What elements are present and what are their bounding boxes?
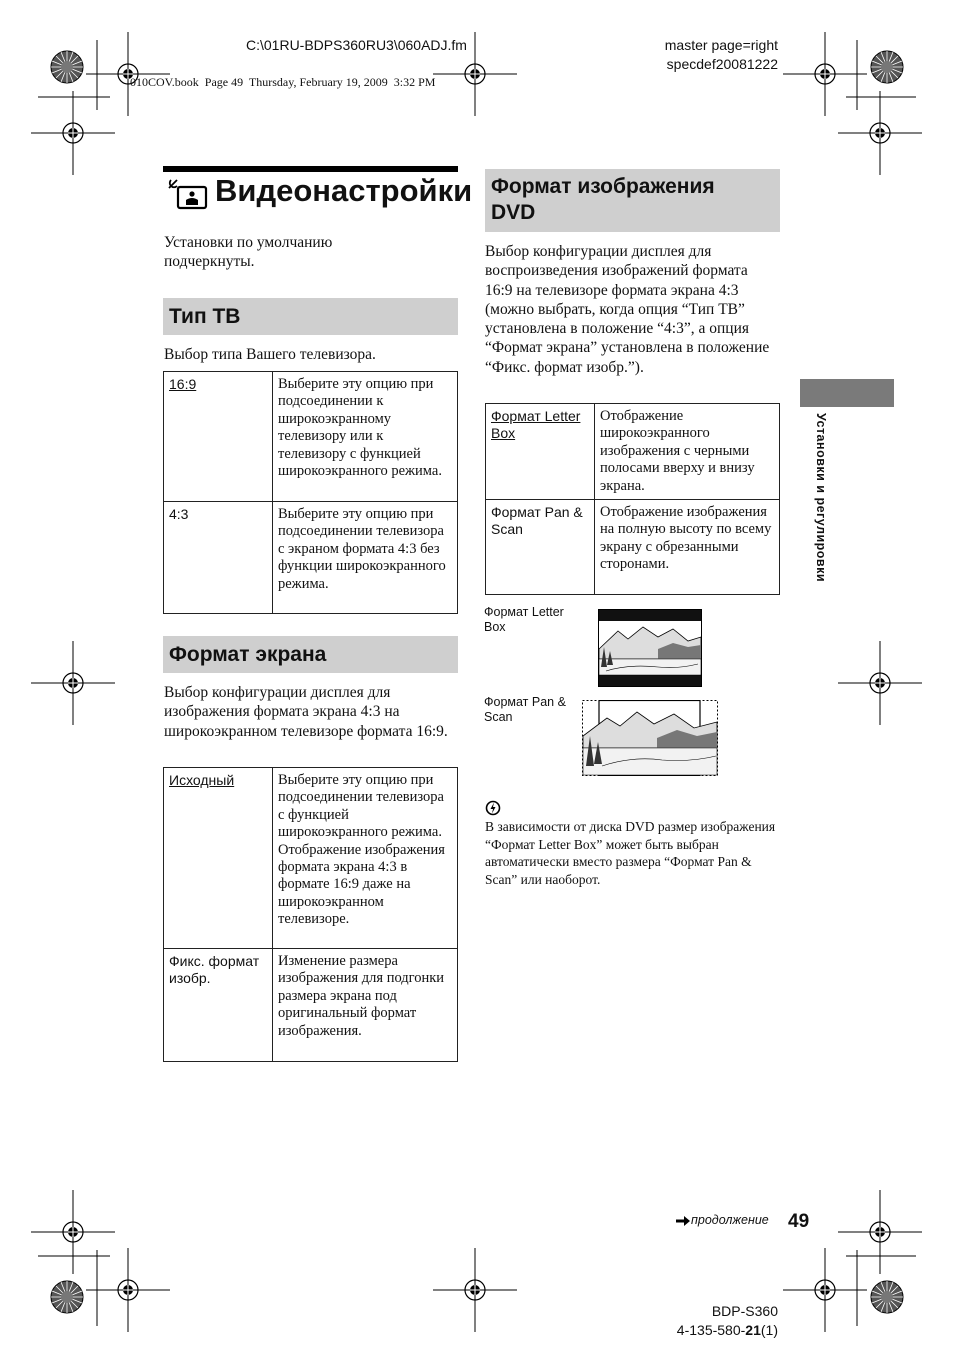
dvd-format-table bbox=[485, 403, 780, 595]
hint-icon bbox=[485, 800, 501, 816]
screen-format-description: Выбор конфигурации дисплея для изображения формата экрана 4:3 на широкоэкранном телевизоре формата 16:9. bbox=[164, 684, 448, 740]
section-heading-dvd-format: Формат изображения DVD bbox=[485, 169, 780, 232]
part-number bbox=[677, 1321, 778, 1339]
table-row bbox=[164, 372, 458, 502]
dvd-format-description: Выбор конфигурации дисплея для воспроизведения изображений формата 16:9 на телевизоре формата экрана 4:3 (можно выбрать, когда опция “Тип ТВ” установлена в положение “4:3”, а опция “Формат экрана” установлена в положение “Фикс. формат изобр.”). bbox=[485, 243, 770, 376]
title-rule bbox=[163, 166, 458, 172]
part-number-bold: 21 bbox=[745, 1322, 761, 1338]
side-tab bbox=[800, 379, 894, 407]
side-tab-label: Установки и регулировки bbox=[814, 413, 828, 583]
spec-label: specdef20081222 bbox=[666, 56, 778, 72]
section-heading-tv-type: Тип ТВ bbox=[163, 298, 458, 335]
option-label: 4:3 bbox=[169, 506, 189, 522]
page-title: Видеонастройки bbox=[215, 173, 473, 208]
note-text: В зависимости от диска DVD размер изображения “Формат Letter Box” может быть выбран автоматически вместо размера “Формат Pan & Scan” или наоборот. bbox=[485, 819, 776, 887]
panscan-illustration-label: Формат Pan & Scan bbox=[484, 695, 566, 724]
table-row bbox=[164, 768, 458, 949]
master-page-label: master page=right bbox=[664, 37, 778, 53]
letterbox-illustration-label: Формат Letter Box bbox=[484, 605, 564, 634]
tv-type-description: Выбор типа Вашего телевизора. bbox=[164, 346, 376, 363]
option-description: Выберите эту опцию при подсоединении телевизора с экраном формата 4:3 без функции широкоэкранного режима. bbox=[273, 502, 458, 614]
table-row bbox=[486, 500, 780, 595]
option-label: Формат Letter Box bbox=[491, 408, 581, 441]
letterbox-illustration bbox=[598, 609, 702, 687]
table-row bbox=[164, 502, 458, 614]
table-row bbox=[164, 949, 458, 1062]
book-info-line: 010COV.book Page 49 Thursday, February 19, 2009 3:32 PM bbox=[130, 75, 436, 89]
video-settings-icon bbox=[165, 176, 209, 210]
panscan-illustration bbox=[582, 700, 718, 776]
option-label: 16:9 bbox=[169, 376, 197, 392]
screen-format-table bbox=[163, 767, 458, 1062]
continued-arrow-icon bbox=[676, 1214, 690, 1226]
section-heading-screen-format: Формат экрана bbox=[163, 636, 458, 673]
table-row bbox=[486, 404, 780, 500]
continued-label: продолжение bbox=[691, 1213, 769, 1227]
option-description: Отображение изображения на полную высоту по всему экрану с обрезанными сторонами. bbox=[595, 500, 780, 595]
part-number-suffix: (1) bbox=[760, 1322, 778, 1338]
option-label: Исходный bbox=[169, 772, 235, 788]
intro-text: Установки по умолчанию подчеркнуты. bbox=[164, 234, 333, 271]
option-description: Выберите эту опцию при подсоединении к широкоэкранному телевизору или к телевизору с функцией широкоэкранного режима. bbox=[273, 372, 458, 502]
option-label: Фикс. формат изобр. bbox=[169, 953, 260, 986]
model-number: BDP-S360 bbox=[711, 1303, 778, 1319]
part-number-prefix: 4-135-580- bbox=[676, 1322, 746, 1338]
option-label: Формат Pan & Scan bbox=[491, 504, 583, 538]
option-description: Выберите эту опцию при подсоединении телевизора с функцией широкоэкранного режима. Отображение изображения формата экрана 4:3 в формате 16:9 даже на широкоэкранном телевизоре. bbox=[273, 768, 458, 949]
page-number: 49 bbox=[788, 1211, 810, 1232]
tv-type-table bbox=[163, 371, 458, 614]
option-description: Изменение размера изображения для подгонки размера экрана под оригинальный формат изображения. bbox=[273, 949, 458, 1062]
file-path: C:\01RU-BDPS360RU3\060ADJ.fm bbox=[246, 37, 467, 53]
option-description: Отображение широкоэкранного изображения с черными полосами вверху и внизу экрана. bbox=[595, 404, 780, 500]
